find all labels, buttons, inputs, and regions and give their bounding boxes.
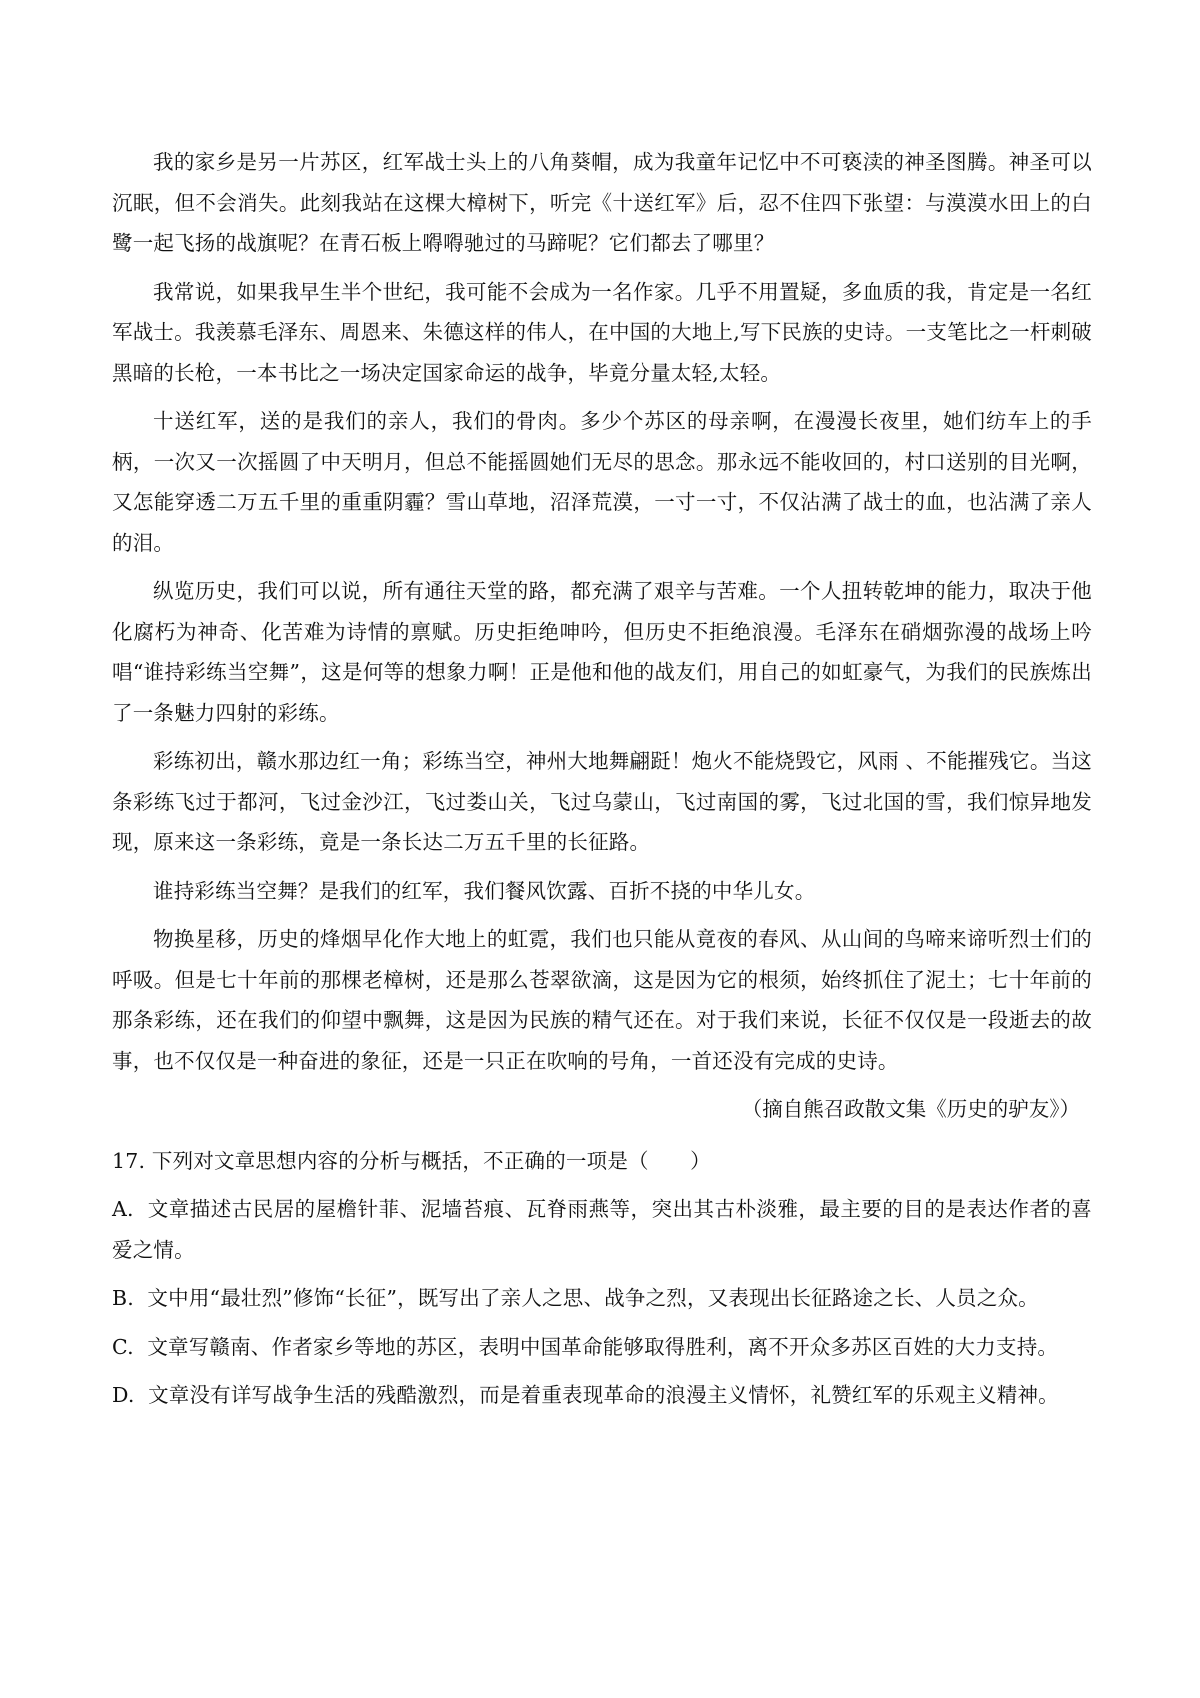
option-d (112, 1375, 1092, 1416)
option-text: 文章写赣南、作者家乡等地的苏区，表明中国革命能够取得胜利，离不开众多苏区百姓的大力支持。 (147, 1334, 1059, 1359)
option-text: 文中用“最壮烈”修饰“长征”，既写出了亲人之思、战争之烈，又表现出长征路途之长、人员之众。 (147, 1286, 1039, 1310)
article-body (112, 142, 1092, 1130)
article-paragraph: 谁持彩练当空舞？是我们的红军，我们餐风饮露、百折不挠的中华儿女。 (153, 878, 816, 903)
option-letter: B. (112, 1286, 134, 1310)
option-letter: C. (112, 1334, 134, 1359)
option-c (112, 1327, 1092, 1368)
option-text: 文章没有详写战争生活的残酷激烈，而是着重表现革命的浪漫主义情怀，礼赞红军的乐观主义精神。 (148, 1383, 1059, 1407)
option-letter: D. (112, 1383, 135, 1407)
option-b (112, 1278, 1092, 1319)
question-stem: 17. 下列对文章思想内容的分析与概括，不正确的一项是（ ） (112, 1148, 711, 1173)
question-17 (112, 1141, 1092, 1416)
option-letter: A. (112, 1197, 134, 1221)
article-paragraph: 物换星移，历史的烽烟早化作大地上的虹霓，我们也只能从竟夜的春风、从山间的鸟啼来谛听烈士们的呼吸。但是七十年前的那棵老樟树，还是那么苍翠欲滴，这是因为它的根须，始终抓住了泥土；七十年前的那条彩练，还在我们的仰望中飘舞，这是因为民族的精气还在。对于我们来说，长征不仅仅是一段逝去的故事，也不仅仅是一种奋进的象征，还是一只正在吹响的号角，一首还没有完成的史诗。 (112, 927, 1092, 1073)
option-a (112, 1189, 1092, 1270)
document-page (112, 142, 1092, 1424)
article-paragraph: 纵览历史，我们可以说，所有通往天堂的路，都充满了艰辛与苦难。一个人扭转乾坤的能力，取决于他化腐朽为神奇、化苦难为诗情的禀赋。历史拒绝呻吟，但历史不拒绝浪漫。毛泽东在硝烟弥漫的战场上吟唱“谁持彩练当空舞”，这是何等的想象力啊！正是他和他的战友们，用自己的如虹豪气，为我们的民族炼出了一条魅力四射的彩练。 (112, 579, 1092, 725)
article-paragraph: 十送红军，送的是我们的亲人，我们的骨肉。多少个苏区的母亲啊，在漫漫长夜里，她们纺车上的手柄，一次又一次摇圆了中天明月，但总不能摇圆她们无尽的思念。那永远不能收回的，村口送别的目光啊，又怎能穿透二万五千里的重重阴霾？雪山草地，沼泽荒漠，一寸一寸，不仅沾满了战士的血，也沾满了亲人的泪。 (112, 409, 1092, 555)
article-paragraph: 我的家乡是另一片苏区，红军战士头上的八角葵帽，成为我童年记忆中不可亵渎的神圣图腾。神圣可以沉眠，但不会消失。此刻我站在这棵大樟树下，听完《十送红军》后，忍不住四下张望：与漠漠水田上的白鹭一起飞扬的战旗呢？在青石板上嘚嘚驰过的马蹄呢？它们都去了哪里？ (112, 150, 1092, 255)
article-paragraph: 我常说，如果我早生半个世纪，我可能不会成为一名作家。几乎不用置疑，多血质的我，肯定是一名红军战士。我羡慕毛泽东、周恩来、朱德这样的伟人，在中国的大地上,写下民族的史诗。一支笔比之一杆刺破黑暗的长枪，一本书比之一场决定国家命运的战争，毕竟分量太轻,太轻。 (112, 279, 1092, 385)
article-source: （摘自熊召政散文集《历史的驴友》） (741, 1097, 1080, 1121)
article-paragraph: 彩练初出，赣水那边红一角；彩练当空，神州大地舞翩跹！炮火不能烧毁它，风雨 、不能摧残它。当这条彩练飞过于都河，飞过金沙江，飞过娄山关，飞过乌蒙山，飞过南国的雾，飞过北国的雪，我们惊异地发现，原来这一条彩练，竟是一条长达二万五千里的长征路。 (112, 749, 1092, 854)
option-text: 文章描述古民居的屋檐针菲、泥墙苔痕、瓦脊雨燕等，突出其古朴淡雅，最主要的目的是表达作者的喜爱之情。 (112, 1197, 1092, 1262)
